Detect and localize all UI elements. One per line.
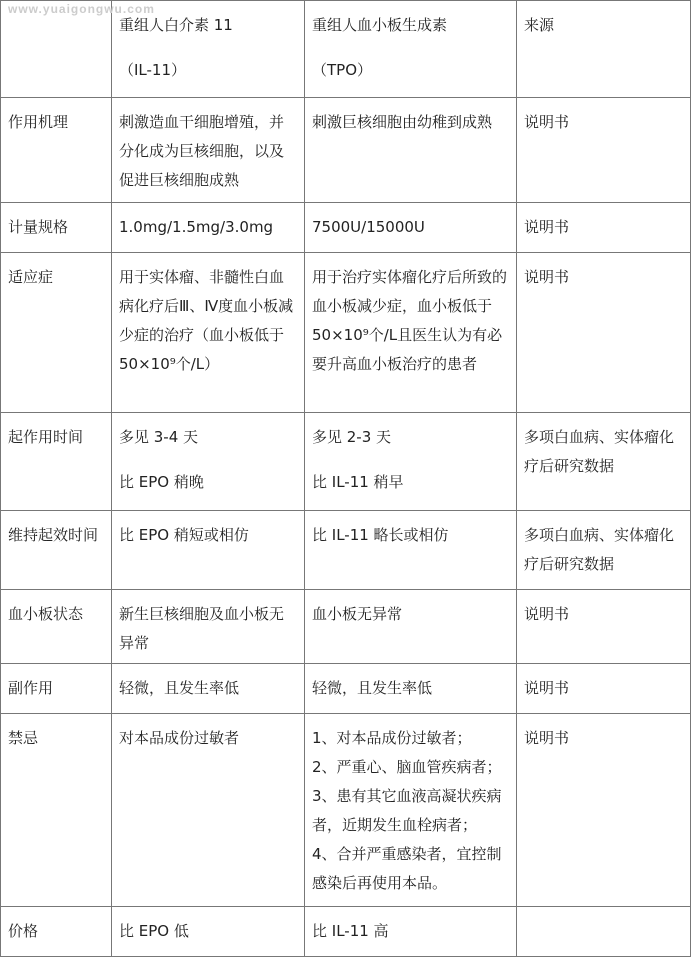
header-cell-source: 来源	[517, 1, 691, 98]
table-row-price	[1, 907, 691, 957]
row-label: 维持起效时间	[1, 511, 112, 590]
table-row-specification	[1, 203, 691, 253]
cell-tpo: 比 IL-11 略长或相仿	[305, 511, 517, 590]
header-il11-abbr: （IL-11）	[119, 61, 187, 79]
table-row-contraindications	[1, 714, 691, 907]
contraindication-item: 4、合并严重感染者，宜控制感染后再使用本品。	[312, 845, 502, 892]
table-row-mechanism	[1, 98, 691, 203]
cell-il11: 比 EPO 稍短或相仿	[112, 511, 305, 590]
cell-source: 说明书	[517, 714, 691, 907]
cell-tpo	[305, 413, 517, 511]
row-label: 血小板状态	[1, 590, 112, 664]
cell-tpo: 用于治疗实体瘤化疗后所致的血小板减少症，血小板低于 50×10⁹个/L且医生认为有必要升高血小板治疗的患者	[305, 253, 517, 413]
cell-source	[517, 907, 691, 957]
header-tpo-name: 重组人血小板生成素	[312, 16, 448, 34]
header-tpo-abbr: （TPO）	[312, 61, 373, 79]
table-row-side-effects	[1, 664, 691, 714]
row-label: 禁忌	[1, 714, 112, 907]
cell-source: 说明书	[517, 203, 691, 253]
onset-tpo-compare: 比 IL-11 稍早	[312, 473, 404, 491]
cell-source: 说明书	[517, 98, 691, 203]
cell-tpo: 刺激巨核细胞由幼稚到成熟	[305, 98, 517, 203]
row-label: 适应症	[1, 253, 112, 413]
cell-il11: 用于实体瘤、非髓性白血病化疗后Ⅲ、Ⅳ度血小板减少症的治疗（血小板低于 50×10⁹个/L）	[112, 253, 305, 413]
table-row-platelet-state	[1, 590, 691, 664]
cell-tpo: 轻微，且发生率低	[305, 664, 517, 714]
row-label: 起作用时间	[1, 413, 112, 511]
cell-source: 说明书	[517, 590, 691, 664]
cell-tpo	[305, 714, 517, 907]
cell-source: 多项白血病、实体瘤化疗后研究数据	[517, 511, 691, 590]
table-row-duration	[1, 511, 691, 590]
table-row-onset-time	[1, 413, 691, 511]
row-label: 作用机理	[1, 98, 112, 203]
header-cell-tpo	[305, 1, 517, 98]
row-label: 副作用	[1, 664, 112, 714]
cell-source: 说明书	[517, 253, 691, 413]
cell-il11: 比 EPO 低	[112, 907, 305, 957]
header-il11-name: 重组人白介素 11	[119, 16, 233, 34]
cell-il11: 刺激造血干细胞增殖，并分化成为巨核细胞，以及促进巨核细胞成熟	[112, 98, 305, 203]
onset-il11-compare: 比 EPO 稍晚	[119, 473, 204, 491]
row-label: 计量规格	[1, 203, 112, 253]
onset-il11-days: 多见 3-4 天	[119, 428, 199, 446]
cell-il11: 轻微，且发生率低	[112, 664, 305, 714]
table-row-indication	[1, 253, 691, 413]
site-watermark: www.yuaigongwu.com	[8, 2, 155, 16]
cell-il11: 对本品成份过敏者	[112, 714, 305, 907]
contraindication-item: 3、患有其它血液高凝状疾病者，近期发生血栓病者；	[312, 787, 502, 834]
cell-tpo: 血小板无异常	[305, 590, 517, 664]
cell-il11	[112, 413, 305, 511]
cell-il11: 1.0mg/1.5mg/3.0mg	[112, 203, 305, 253]
cell-tpo: 比 IL-11 高	[305, 907, 517, 957]
cell-source: 多项白血病、实体瘤化疗后研究数据	[517, 413, 691, 511]
cell-tpo: 7500U/15000U	[305, 203, 517, 253]
row-label: 价格	[1, 907, 112, 957]
contraindication-item: 1、对本品成份过敏者；	[312, 729, 472, 747]
onset-tpo-days: 多见 2-3 天	[312, 428, 392, 446]
cell-il11: 新生巨核细胞及血小板无异常	[112, 590, 305, 664]
contraindication-item: 2、严重心、脑血管疾病者；	[312, 758, 502, 776]
cell-source: 说明书	[517, 664, 691, 714]
